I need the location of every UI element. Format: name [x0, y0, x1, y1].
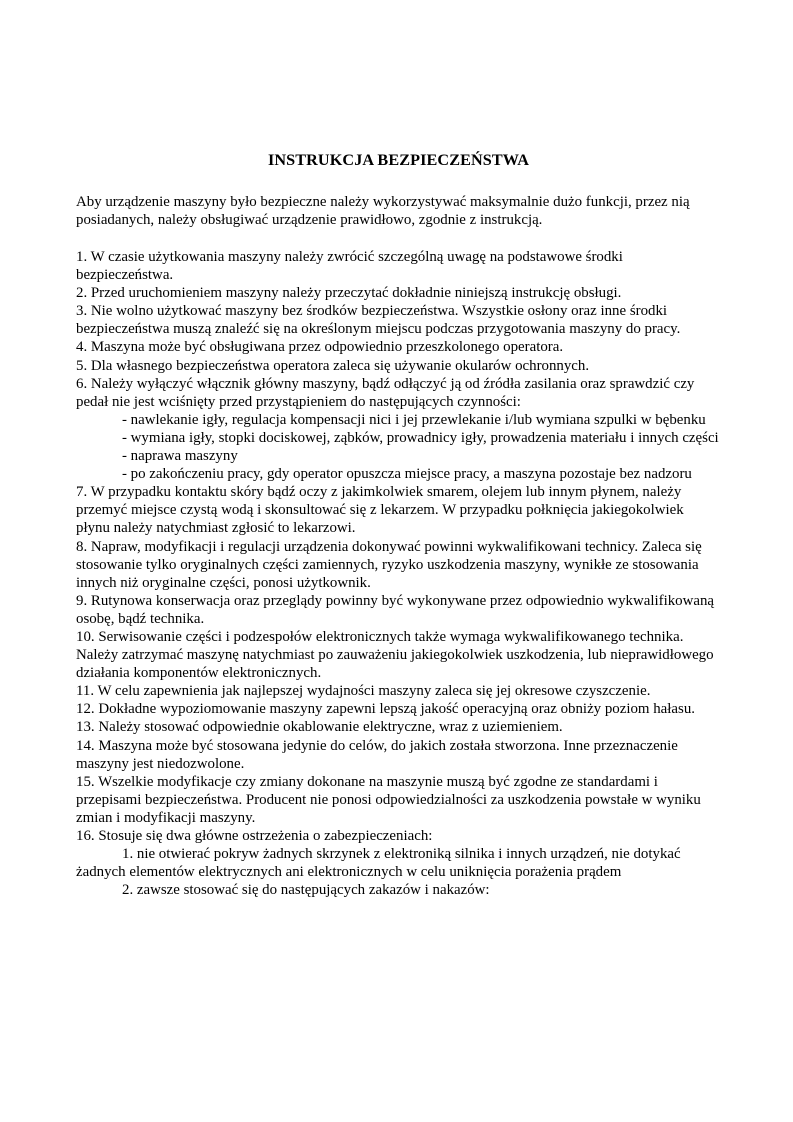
- document-title: INSTRUKCJA BEZPIECZEŃSTWA: [267, 151, 530, 169]
- list-item: 16. Stosuje się dwa główne ostrzeżenia o zabezpieczeniach:: [76, 828, 433, 844]
- list-item: 3. Nie wolno użytkować maszyny bez środków bezpieczeństwa. Wszystkie osłony oraz inne środki bezpieczeństwa muszą znaleźć się na określonym miejscu podczas przygotowania maszyny do pracy.: [76, 303, 681, 338]
- sub-item: - nawlekanie igły, regulacja kompensacji nici i jej przewlekanie i/lub wymiana szpulki w bębenku: [122, 411, 706, 428]
- sub-item: - naprawa maszyny: [122, 448, 238, 465]
- intro-paragraph: Aby urządzenie maszyny było bezpieczne należy wykorzystywać maksymalnie dużo funkcji, przez nią posiadanych, należy obsługiwać urządzenie prawidłowo, zgodnie z instrukcją.: [76, 194, 690, 229]
- list-item: 7. W przypadku kontaktu skóry bądź oczy z jakimkolwiek smarem, olejem lub innym płynem, należy przemyć miejsce czystą wodą i skonsultować się z lekarzem. W przypadku połknięcia jakiegokolwiek płynu należy natychmiast zgłosić to lekarzowi.: [76, 484, 684, 537]
- list-item: 5. Dla własnego bezpieczeństwa operatora zaleca się używanie okularów ochronnych.: [76, 357, 590, 374]
- list-item: 4. Maszyna może być obsługiwana przez odpowiednio przeszkolonego operatora.: [76, 339, 564, 356]
- list-item: 8. Napraw, modyfikacji i regulacji urządzenia dokonywać powinni wykwalifikowani technicy. Zaleca się stosowanie tylko oryginalnych części zamiennych, ryzyko uszkodzenia maszyny, wynikłe ze stosowania innych niż oryginalne części, ponosi użytkownik.: [76, 538, 702, 591]
- list-item: 9. Rutynowa konserwacja oraz przeglądy powinny być wykonywane przez odpowiednio wykwalifikowaną osobę, bądź technika.: [76, 592, 715, 627]
- sub-item: - po zakończeniu pracy, gdy operator opuszcza miejsce pracy, a maszyna pozostaje bez nadzoru: [122, 466, 692, 483]
- list-item: 1. W czasie użytkowania maszyny należy zwrócić szczególną uwagę na podstawowe środki bezpieczeństwa.: [76, 249, 623, 284]
- list-item: 15. Wszelkie modyfikacje czy zmiany dokonane na maszynie muszą być zgodne ze standardami i przepisami bezpieczeństwa. Producent nie ponosi odpowiedzialności za uszkodzenia powstałe w wyniku zmian i modyfikacji maszyny.: [76, 773, 701, 826]
- list-item: 2. Przed uruchomieniem maszyny należy przeczytać dokładnie niniejszą instrukcję obsługi.: [76, 285, 622, 302]
- list-item: 6. Należy wyłączyć włącznik główny maszyny, bądź odłączyć ją od źródła zasilania oraz sprawdzić czy pedał nie jest wciśnięty przed przystąpieniem do następujących czynności:: [76, 375, 695, 410]
- list-item: 10. Serwisowanie części i podzespołów elektronicznych także wymaga wykwalifikowanego technika. Należy zatrzymać maszynę natychmiast po zauważeniu jakiegokolwiek uszkodzenia, lub nieprawidłowego działania komponentów elektronicznych.: [76, 628, 714, 682]
- sub-item: 2. zawsze stosować się do następujących zakazów i nakazów:: [122, 882, 490, 899]
- safety-list: [76, 248, 721, 899]
- list-item: 14. Maszyna może być stosowana jedynie do celów, do jakich została stworzona. Inne przeznaczenie maszyny jest niedozwolone.: [76, 737, 678, 772]
- list-item: 13. Należy stosować odpowiednie okablowanie elektryczne, wraz z uziemieniem.: [76, 719, 563, 736]
- list-item: 12. Dokładne wypoziomowanie maszyny zapewni lepszą jakość operacyjną oraz obniży poziom hałasu.: [76, 701, 695, 718]
- sub-item: 1. nie otwierać pokryw żadnych skrzynek z elektroniką silnika i innych urządzeń, nie dotykać żadnych elementów elektrycznych ani elektronicznych w celu uniknięcia porażenia prądem: [76, 846, 681, 881]
- sub-item: - wymiana igły, stopki dociskowej, ząbków, prowadnicy igły, prowadzenia materiału i innych części: [122, 429, 719, 446]
- list-item: 11. W celu zapewnienia jak najlepszej wydajności maszyny zaleca się jej okresowe czyszczenie.: [76, 683, 651, 700]
